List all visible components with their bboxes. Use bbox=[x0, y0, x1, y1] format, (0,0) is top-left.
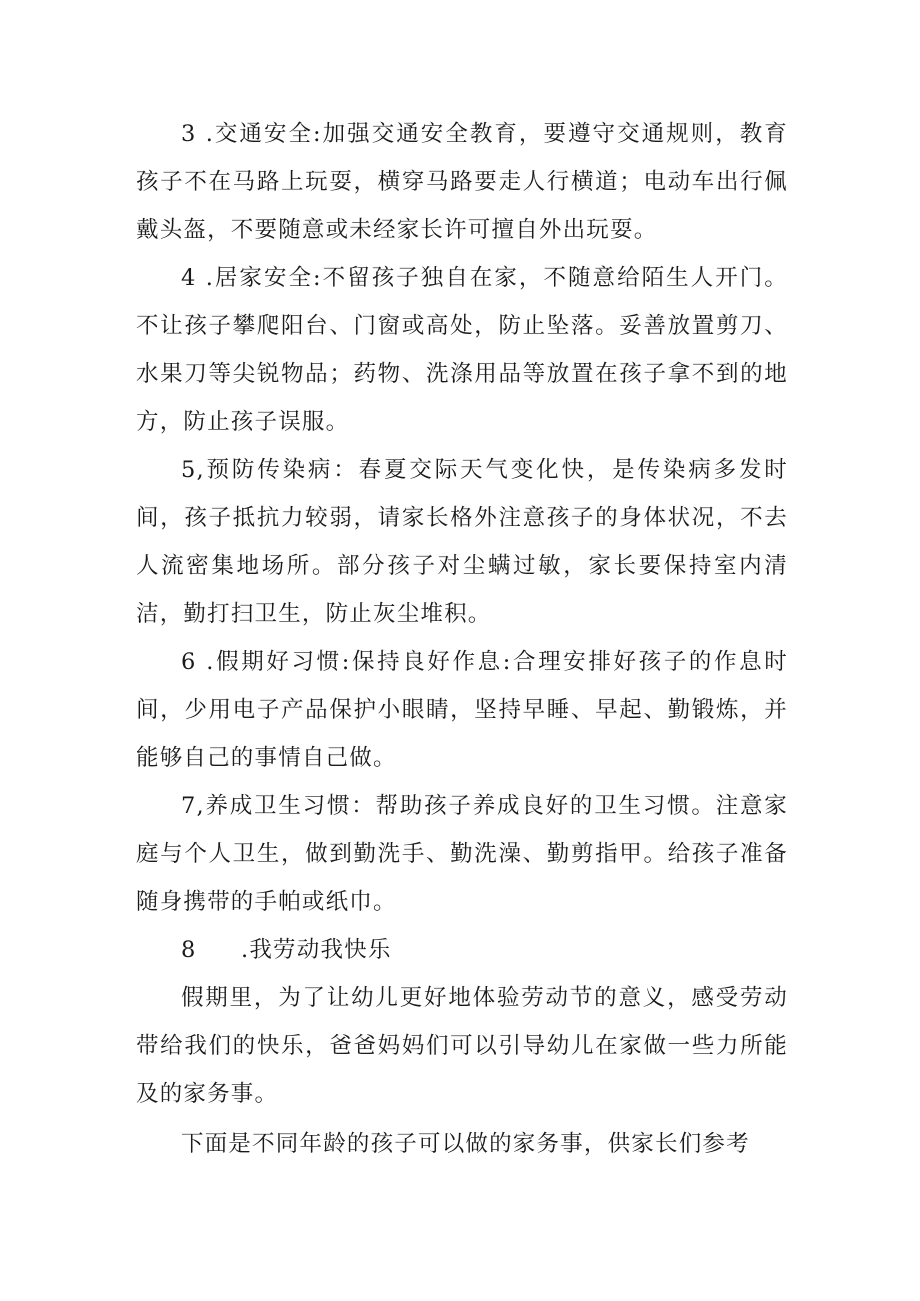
paragraph-labor: 假期里，为了让幼儿更好地体验劳动节的意义，感受劳动带给我们的快乐，爸爸妈妈们可以引导幼儿在家做一些力所能及的家务事。 bbox=[136, 985, 788, 1107]
heading-labor bbox=[181, 926, 392, 974]
heading-labor-text: .我劳动我快乐 bbox=[241, 937, 392, 963]
paragraph-holiday-habits: 6 .假期好习惯:保持良好作息:合理安排好孩子的作息时间，少用电子产品保护小眼睛，坚持早睡、早起、勤锻炼，并能够自己的事情自己做。 bbox=[136, 649, 788, 771]
paragraph-disease-prevention: 5,预防传染病：春夏交际天气变化快，是传染病多发时间，孩子抵抗力较弱，请家长格外注意孩子的身体状况，不去人流密集地场所。部分孩子对尘螨过敏，家长要保持室内清洁，勤打扫卫生，防止灰尘堆积。 bbox=[136, 457, 788, 627]
paragraph-hygiene-habits: 7,养成卫生习惯：帮助孩子养成良好的卫生习惯。注意家庭与个人卫生，做到勤洗手、勤洗澡、勤剪指甲。给孩子准备随身携带的手帕或纸巾。 bbox=[136, 793, 788, 915]
paragraph-home-safety: 4 .居家安全:不留孩子独自在家，不随意给陌生人开门。不让孩子攀爬阳台、门窗或高处，防止坠落。妥善放置剪刀、水果刀等尖锐物品；药物、洗涤用品等放置在孩子拿不到的地方，防止孩子误服。 bbox=[136, 265, 788, 435]
paragraph-chores-intro: 下面是不同年龄的孩子可以做的家务事，供家长们参考 bbox=[181, 1131, 750, 1157]
heading-labor-number: 8 bbox=[181, 937, 197, 963]
paragraph-traffic-safety: 3 .交通安全:加强交通安全教育，要遵守交通规则，教育孩子不在马路上玩耍，横穿马路要走人行横道；电动车出行佩戴头盔，不要随意或未经家长许可擅自外出玩耍。 bbox=[136, 121, 788, 243]
